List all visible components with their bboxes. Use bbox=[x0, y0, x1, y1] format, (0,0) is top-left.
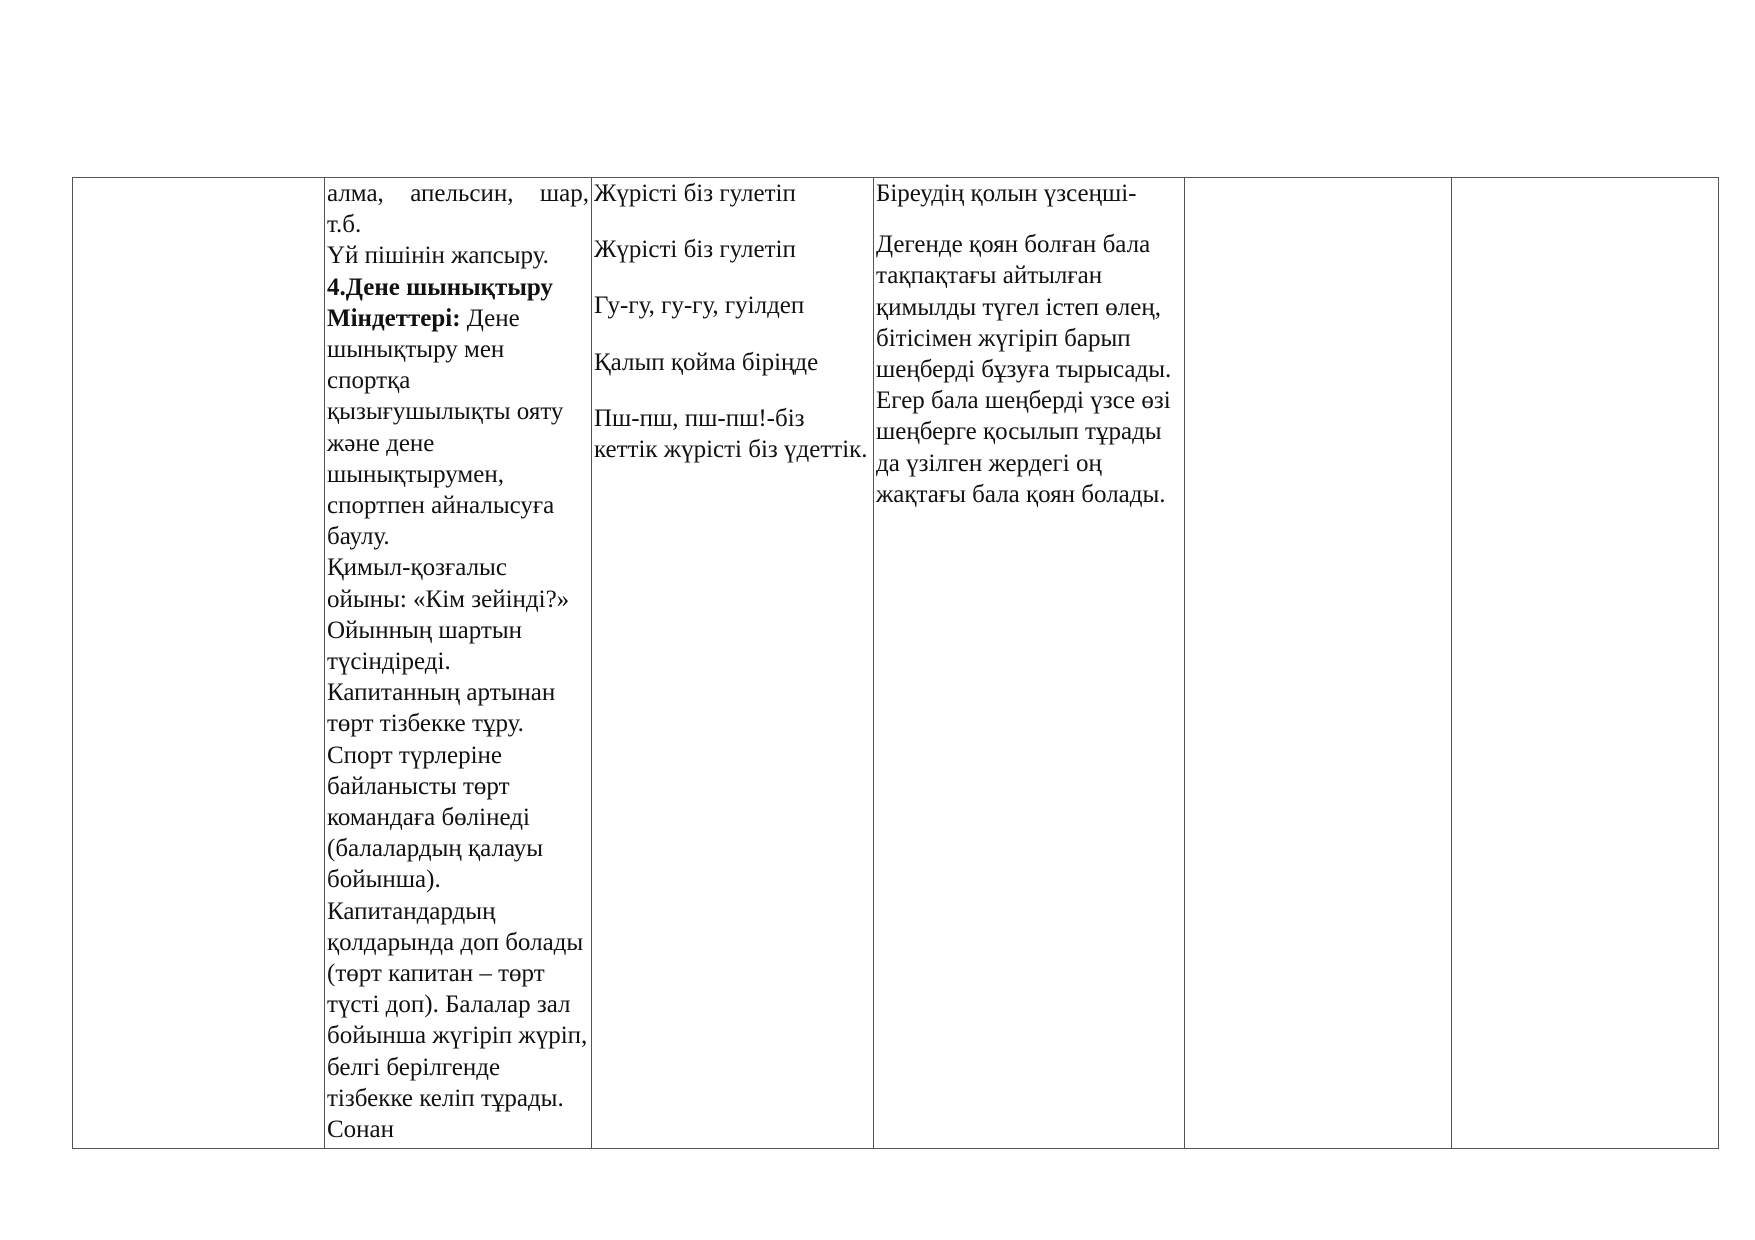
cell-col3 bbox=[592, 178, 874, 1149]
col2-line2: т.б. bbox=[327, 211, 362, 239]
plan-table bbox=[72, 177, 1719, 1149]
cell-col1 bbox=[73, 178, 325, 1149]
cell-col2 bbox=[325, 178, 592, 1149]
col2-tasks bbox=[327, 303, 589, 553]
cell-col4 bbox=[874, 178, 1185, 1149]
col3-line: Қалып қойма біріңде bbox=[594, 348, 819, 376]
col2-tasks-label: Міндеттері: bbox=[327, 304, 461, 332]
col2-game-title: Қимыл-қозғалыс ойыны: «Кім зейінді?» bbox=[327, 554, 570, 613]
col3-line: Гу-гу, гу-гу, гуілдеп bbox=[594, 292, 805, 320]
col4-paragraph: Дегенде қоян болған бала тақпақтағы айтылған қимылды түгел істеп өлең, бітісімен жүгіріп барып шеңберді бұзуға тырысады. Егер бала шеңберді үзсе өзі шеңберге қосылып тұрады да үзілген жердегі оң жақтағы бала қоян болады. bbox=[876, 231, 1172, 508]
col4-line1: Біреудің қолын үзсеңші- bbox=[876, 180, 1137, 207]
col2-heading: 4.Дене шынықтыру bbox=[327, 273, 553, 301]
col2-line3: Үй пішінін жапсыру. bbox=[327, 242, 549, 270]
cell-col5 bbox=[1185, 178, 1452, 1149]
col2-line1: алма, апельсин, шар, bbox=[327, 180, 589, 207]
col3-line: Жүрісті біз гулетіп bbox=[594, 236, 796, 264]
col2-body: Ойынның шартын түсіндіреді. Капитанның артынан төрт тізбекке тұру. Спорт түрлеріне байланысты төрт командаға бөлінеді (балалардың қалауы бойынша). Капитандардың қолдарында доп болады (төрт капитан – төрт түсті доп). Балалар зал бойынша жүгіріп жүріп, белгі берілгенде тізбекке келіп тұрады. Сонан bbox=[327, 616, 588, 1144]
col3-line: Жүрісті біз гулетіп bbox=[594, 180, 796, 207]
table-row bbox=[73, 178, 1719, 1149]
col3-line: Пш-пш, пш-пш!-біз кеттік жүрісті біз үдеттік. bbox=[594, 404, 868, 464]
col2-tasks-text: Дене шынықтыру мен спортқа қызығушылықты ояту және дене шынықтырумен, спортпен айналысуға баулу. bbox=[327, 304, 564, 551]
cell-col6 bbox=[1452, 178, 1719, 1149]
